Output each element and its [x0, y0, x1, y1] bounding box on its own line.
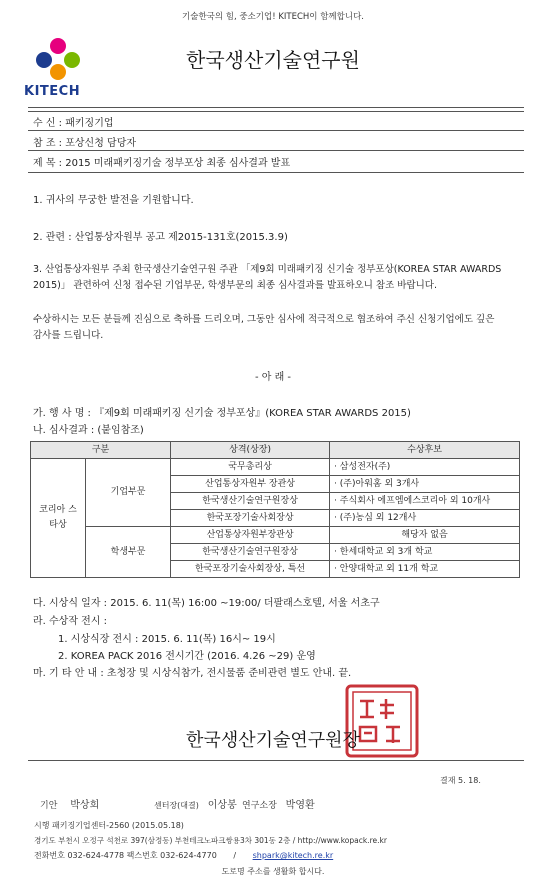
award-name: 한국포장기술사회장상	[171, 510, 330, 527]
divider	[28, 150, 524, 151]
item-ga: 가. 행 사 명 : 『제9회 미래패키징 신기술 정부포상』(KOREA STAR AWARDS 2015)	[33, 408, 411, 419]
table-header-row	[31, 442, 520, 459]
award-name: 국무총리상	[171, 459, 330, 476]
award-winner: 해당자 없음	[330, 527, 520, 544]
meta-to: 수 신 : 패키징기업	[33, 118, 114, 129]
address: 경기도 부천시 오정구 석천로 397(삼정동) 부천테크노파크쌍용3차 301동 2층 / http://www.kopack.re.kr	[34, 836, 387, 845]
section-cell: 학생부문	[86, 527, 171, 578]
approver-1	[40, 796, 99, 811]
item-na: 나. 심사결과 : (붙임참조)	[33, 425, 144, 436]
email-link[interactable]: shpark@kitech.re.kr	[252, 851, 334, 860]
item-ra: 라. 수상작 전시 :	[33, 616, 108, 627]
approver-role: 연구소장	[242, 801, 277, 811]
award-winner: · 주식회사 에프엠에스코리아 외 10개사	[330, 493, 520, 510]
header-slogan: 기술한국의 힘, 중소기업! KITECH이 함께합니다.	[182, 12, 364, 22]
approver-3	[242, 796, 315, 811]
phone-fax: 전화번호 032-624-4778 팩스번호 032-624-4770	[34, 851, 217, 860]
award-winner: · (주)아워홈 외 3개사	[330, 476, 520, 493]
table-row	[31, 527, 520, 544]
divider	[28, 760, 524, 761]
divider-top	[28, 107, 524, 112]
section-cell: 기업부문	[86, 459, 171, 527]
body-paragraph-3: 3. 산업통상자원부 주최 한국생산기술연구원 주관 「제9회 미래패키징 신기술 정부포상(KOREA STAR AWARDS 2015)」 관련하여 신청 접수된 기업부문, 학생부문의 최종 심사결과를 발표하오니 참조 바랍니다.	[33, 264, 502, 291]
approver-2	[154, 796, 237, 811]
table-row	[31, 459, 520, 476]
approver-role: 센터장(대결)	[154, 801, 199, 810]
award-winner: · 한세대학교 외 3개 학교	[330, 544, 520, 561]
item-da: 다. 시상식 일자 : 2015. 6. 11(목) 16:00 ~19:00/ 더팔래스호텔, 서울 서초구	[33, 598, 380, 609]
closing-note: 도로명 주소를 생활화 합시다.	[221, 867, 325, 876]
item-ma: 마. 기 타 안 내 : 초청장 및 시상식참가, 전시물품 준비관련 별도 안내. 끝.	[33, 668, 352, 679]
divider	[28, 172, 524, 173]
decision-stamp: 결재 5. 18.	[440, 776, 481, 785]
award-winner: · 안양대학교 외 11개 학교	[330, 561, 520, 578]
signature-title: 한국생산기술연구원장	[186, 730, 360, 751]
award-table	[30, 441, 520, 578]
body-paragraph-4: 수상하시는 모든 분들께 진심으로 축하를 드리오며, 그동안 심사에 적극적으로 협조하여 주신 신청기업에도 깊은 감사를 드립니다.	[33, 314, 495, 341]
award-winner: · (주)농심 외 12개사	[330, 510, 520, 527]
doc-number: 시행 패키징기업센터-2560 (2015.05.18)	[34, 821, 184, 830]
approver-name: 박영환	[285, 800, 315, 811]
table-header-cell: 구분	[31, 442, 171, 459]
approver-name: 박상희	[70, 800, 100, 811]
contact-line	[34, 850, 333, 861]
body-paragraph-2: 2. 관련 : 산업통상자원부 공고 제2015-131호(2015.3.9)	[33, 232, 288, 243]
body-paragraph-1: 1. 귀사의 무궁한 발전을 기원합니다.	[33, 195, 194, 206]
item-ra-2: 2. KOREA PACK 2016 전시기간 (2016. 4.26 ~29) 운영	[58, 651, 316, 662]
item-ra-1: 1. 시상식장 전시 : 2015. 6. 11(목) 16시~ 19시	[58, 634, 276, 645]
meta-cc: 참 조 : 포상신청 담당자	[33, 138, 137, 149]
meta-subject: 제 목 : 2015 미래패키징기술 정부포상 최종 심사결과 발표	[33, 158, 291, 169]
separator: /	[233, 851, 237, 860]
group-cell: 코리아 스타상	[31, 459, 86, 578]
award-name: 한국생산기술연구원장상	[171, 493, 330, 510]
award-name: 산업통상자원부 장관상	[171, 476, 330, 493]
table-header-cell: 수상후보	[330, 442, 520, 459]
award-name: 산업통상자원부장관상	[171, 527, 330, 544]
award-name: 한국포장기술사회장상, 특선	[171, 561, 330, 578]
approver-role: 기안	[40, 801, 58, 811]
logo-text: KITECH	[24, 84, 81, 99]
award-name: 한국생산기술연구원장상	[171, 544, 330, 561]
table-header-cell: 상격(상장)	[171, 442, 330, 459]
divider	[28, 130, 524, 131]
org-title: 한국생산기술연구원	[186, 48, 360, 72]
approver-name: 이상봉	[207, 800, 237, 811]
ah-rae-heading: - 아 래 -	[254, 372, 292, 383]
award-winner: · 삼성전자(주)	[330, 459, 520, 476]
